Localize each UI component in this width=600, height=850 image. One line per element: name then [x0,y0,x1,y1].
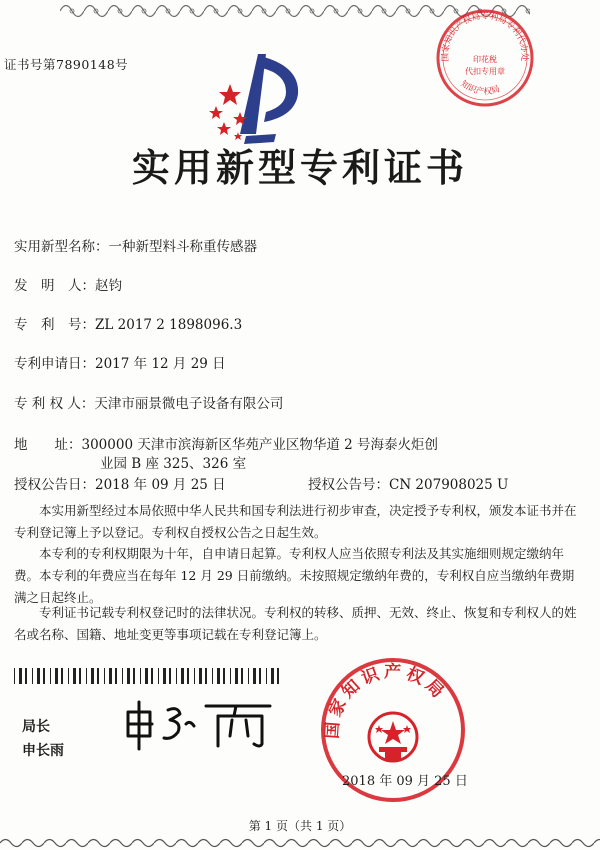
barcode-bar [217,668,220,684]
tax-seal-stamp-icon [433,6,538,111]
field-value: 一种新型料斗称重传感器 [108,239,257,255]
barcode-bar [133,668,135,684]
field-label: 专利申请日： [14,356,95,372]
barcode-bar [127,668,130,684]
field-label: 授权公告号： [308,477,389,493]
barcode-bar [181,668,184,684]
barcode-bar [19,668,22,684]
field-value: CN 207908025 U [389,477,509,493]
paragraph-term [14,543,586,609]
field-value: ZL 2017 2 1898096.3 [95,317,243,333]
barcode-bar [32,668,33,684]
paragraph-text: 本专利的专利权期限为十年，自申请日起算。专利权人应当依照专利法及其实施细则规定缴纳年费。本专利的年费应当在每年 12 月 29 日前缴纳。未按照规定缴纳年费的，专利权自应当缴纳年费期满之日起终止。 [14,546,575,605]
barcode-bar [68,668,69,684]
paragraph-grant [14,500,586,544]
barcode-bar [163,668,166,684]
barcode-bar [259,668,261,684]
seal-top-middle-text: 印花税 [473,55,497,64]
barcode-bar [73,668,76,684]
seal-arc-text: 国家知识产权局 [322,662,451,740]
certificate-number: 证书号第7890148号 [4,57,129,72]
barcode-bar [104,668,105,684]
field-value: 天津市丽景微电子设备有限公司 [94,396,284,412]
barcode-bar [169,668,171,684]
barcode-bar [109,668,112,684]
patent-office-emblem-icon [200,46,310,146]
barcode-bar [253,668,256,684]
barcode-bar [271,668,274,684]
field-utility-model-name [14,235,257,255]
field-address-line2: 业园 B 座 325、326 室 [100,456,247,472]
field-label: 地 址： [14,437,82,453]
seal-top-middle-text2: 代扣专用章 [465,67,505,76]
barcode-bar [145,668,148,684]
barcode-bar [91,668,94,684]
director-title: 局长 [22,719,50,735]
barcode-bar [86,668,87,684]
field-value: 赵钧 [95,278,122,294]
barcode-bar [61,668,63,684]
seal-date: 2018 年 09 月 25 日 [342,774,468,789]
field-filing-date [14,352,226,372]
barcode-bar [151,668,153,684]
page-footer: 第 1 页（共 1 页） [248,819,352,833]
seal-top-bottom-text: 知识产权局 [458,78,502,98]
paragraph-text: 本实用新型经过本局依照中华人民共和国专利法进行初步审查，决定授予专利权，颁发本证书并在专利登记簿上予以登记。专利权自授权公告之日起生效。 [14,503,577,540]
field-patent-number [14,313,242,333]
barcode-bar [187,668,189,684]
handwritten-signature-icon [120,694,280,754]
barcode-bar [241,668,243,684]
barcode-bar [248,668,249,684]
field-label: 实用新型名称： [14,239,109,255]
barcode-bar [266,668,267,684]
barcode-bar [14,668,15,684]
barcode-bar [230,668,231,684]
director-name: 申长雨 [22,743,64,759]
field-grant-date [14,473,226,493]
certificate-title: 实用新型专利证书 [131,145,468,190]
field-value: 2018 年 09 月 25 日 [95,477,226,493]
barcode-bar [50,668,51,684]
barcode-bar [25,668,27,684]
barcode-bar [235,668,238,684]
field-inventor [14,274,122,294]
field-address [14,433,438,453]
barcode-bar [115,668,117,684]
decorative-bottom-border [0,822,600,850]
field-label: 专 利 权 人： [14,396,95,412]
paragraph-legal-status [14,602,586,646]
field-value: 300000 天津市滨海新区华苑产业区物华道 2 号海泰火炬创 [81,437,438,453]
field-patentee [14,392,283,412]
barcode-bar [277,668,279,684]
field-label: 授权公告日： [14,477,95,493]
barcode-bar [194,668,195,684]
paragraph-text: 专利证书记载专利权登记时的法律状况。专利权的转移、质押、无效、终止、恢复和专利权人的姓名或名称、国籍、地址变更等事项记载在专利登记簿上。 [14,605,577,642]
barcode-bar [122,668,123,684]
barcode-bar [79,668,81,684]
barcode-bar [205,668,207,684]
barcode-bar [158,668,159,684]
barcode-bar [223,668,225,684]
field-grant-number [308,473,508,493]
barcode-bar [176,668,177,684]
seal-top-arc-text: 国家知识产权局专利局专利代办处 [440,11,530,62]
field-label: 专 利 号： [14,317,95,333]
field-label: 发 明 人： [14,278,95,294]
barcode-icon [14,668,284,684]
barcode-bar [43,668,45,684]
barcode-bar [97,668,99,684]
barcode-bar [55,668,58,684]
barcode-bar [212,668,213,684]
barcode-bar [199,668,202,684]
barcode-bar [140,668,141,684]
barcode-bar [37,668,40,684]
field-value: 2017 年 12 月 29 日 [95,356,226,372]
